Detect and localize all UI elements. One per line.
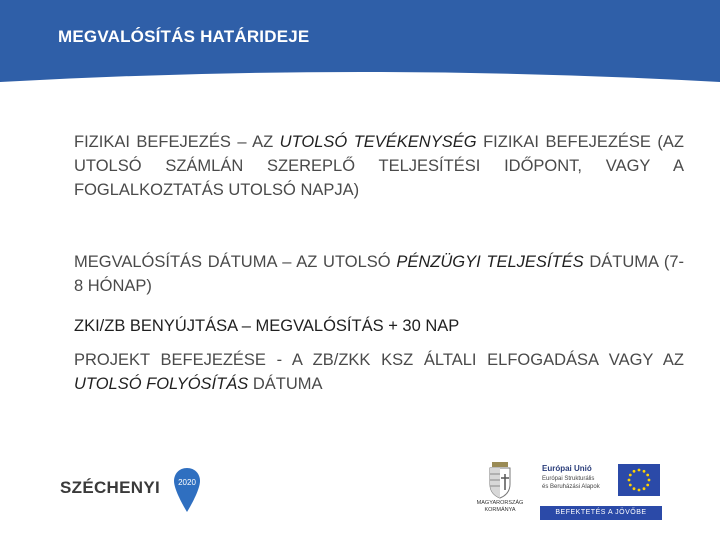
eu-subtitle-line: Európai Strukturális [542, 476, 595, 482]
eu-title: Európai Unió [542, 464, 592, 473]
eu-banner-text: BEFEKTETÉS A JÖVŐBE [540, 506, 662, 520]
szechenyi-logo-text: SZÉCHENYI [60, 478, 160, 497]
eu-subtitle [542, 475, 600, 491]
badge-year: 2020 [178, 478, 196, 487]
emphasis-text: UTOLSÓ TEVÉKENYSÉG [279, 133, 477, 151]
text: ZKI/ZB BENYÚJTÁSA – MEGVALÓSÍTÁS + 30 NAP [74, 317, 460, 335]
paragraph-implementation-date [74, 250, 684, 298]
hungarian-government-logo [470, 460, 530, 524]
paragraph-physical-completion [74, 130, 684, 202]
paragraph-submission [74, 314, 459, 338]
text: MEGVALÓSÍTÁS DÁTUMA – AZ UTOLSÓ [74, 253, 391, 271]
text: DÁTUMA [252, 375, 323, 393]
text: FIZIKAI BEFEJEZÉS – AZ [74, 133, 274, 151]
eu-flag-icon [618, 464, 660, 496]
paragraph-project-completion [74, 348, 684, 396]
page-title: MEGVALÓSÍTÁS HATÁRIDEJE [58, 27, 310, 46]
text: FIZIKAI BEFEJEZÉSE (AZ UTOLSÓ SZÁMLÁN SZEREPLŐ TELJESÍTÉSI IDŐPONT, VAGY A FOGLALKOZTATÁS UTOLSÓ NAPJA) [74, 133, 684, 199]
header-banner [0, 0, 720, 86]
coat-of-arms-icon [470, 460, 530, 500]
eu-subtitle-line: és Beruházási Alapok [542, 484, 600, 490]
location-pin-icon [172, 466, 202, 516]
text: PROJEKT BEFEJEZÉSE - A ZB/ZKK KSZ ÁLTALI ELFOGADÁSA VAGY AZ [74, 351, 684, 369]
emphasis-text: UTOLSÓ FOLYÓSÍTÁS [74, 375, 249, 393]
emphasis-text: PÉNZÜGYI TELJESÍTÉS [396, 253, 584, 271]
eu-funds-logo [540, 462, 662, 502]
government-logo-text: MAGYARORSZÁG KORMÁNYA [476, 500, 524, 513]
text: DÁTUMA (7-8 HÓNAP) [74, 253, 684, 295]
